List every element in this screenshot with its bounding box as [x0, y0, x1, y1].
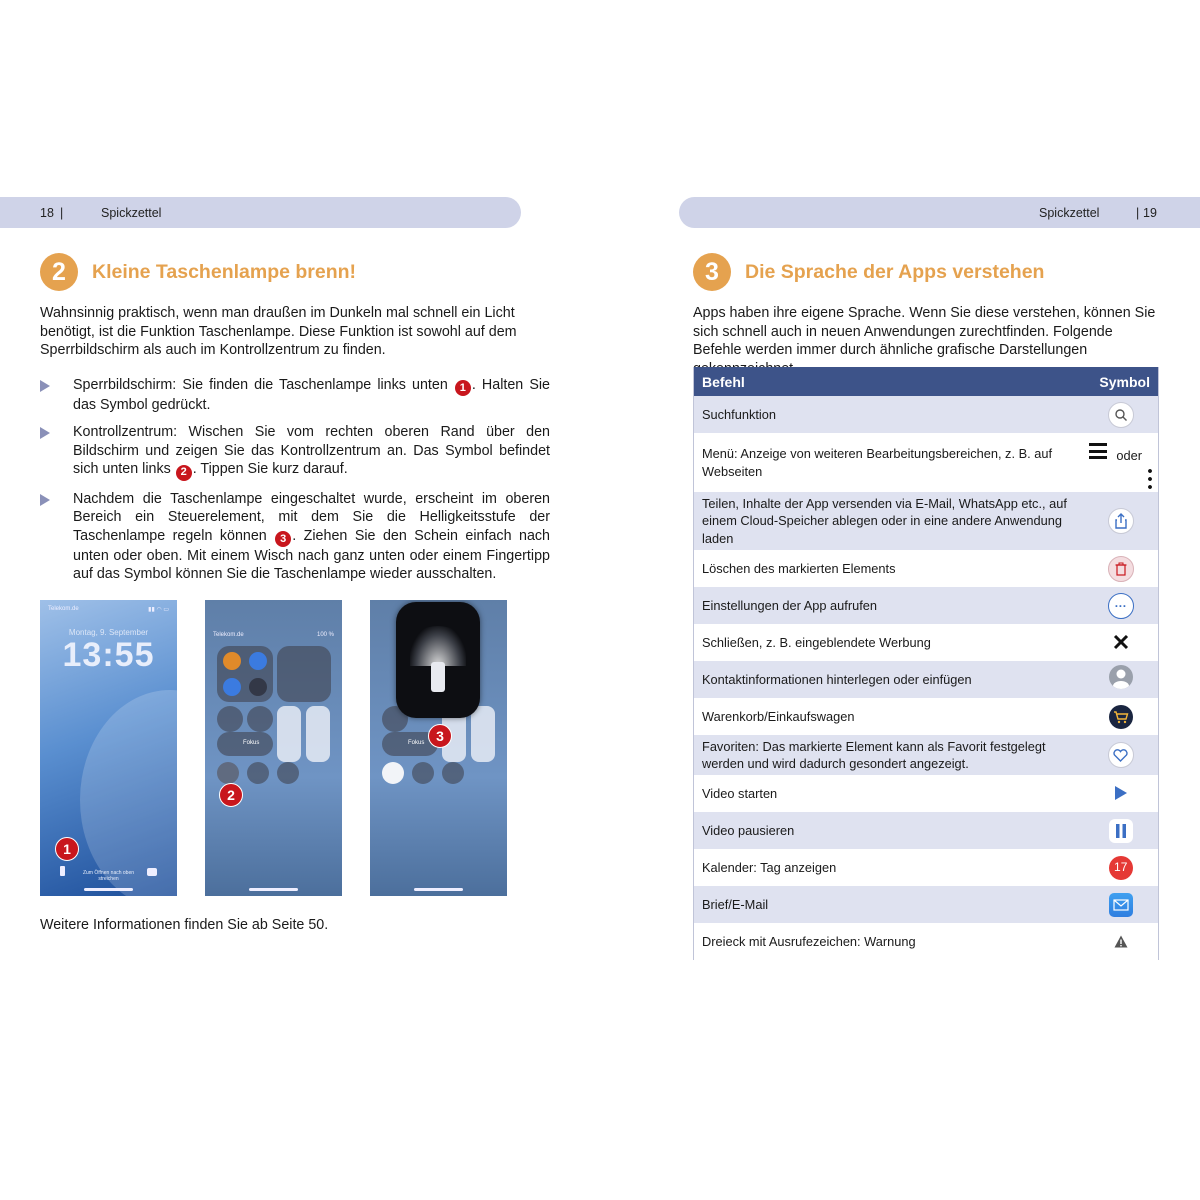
page-number-left: 18 — [40, 206, 54, 220]
contact-icon — [1109, 665, 1133, 689]
status-icons: ▮▮ ◠ ▭ — [148, 607, 169, 613]
intro-paragraph: Wahnsinnig praktisch, wenn man draußen im Dunkeln mal schnell ein Licht benötigt, ist die Funktion Taschenlampe. Diese Funktion ist sowohl auf dem Sperrbildschirm als auch im Kontrollzentrum zu finden. — [40, 305, 517, 358]
carrier-label: Telekom.de — [48, 606, 79, 612]
lock-time: 13:55 — [62, 636, 155, 674]
screenshot-strip — [40, 600, 507, 896]
focus-tile: Fokus — [217, 732, 273, 756]
bullet-triangle-icon — [40, 427, 50, 439]
lock-date: Montag, 9. September — [68, 628, 149, 637]
callout-badge: 3 — [275, 531, 291, 547]
hamburger-menu-icon — [1089, 443, 1107, 459]
table-row: Video pausieren — [694, 812, 1159, 849]
header-separator-right: | — [1136, 206, 1140, 220]
close-icon — [1109, 630, 1133, 654]
camera-tile — [247, 762, 269, 784]
callout-badge: 1 — [455, 380, 471, 396]
section-title: Kleine Taschenlampe brenn! — [92, 260, 357, 283]
share-icon — [1108, 508, 1134, 534]
scanner-tile — [277, 762, 299, 784]
calendar-icon: 17 — [1109, 856, 1133, 880]
torch-brightness-control — [396, 602, 480, 718]
flashlight-tile-active — [382, 762, 404, 784]
table-row: Warenkorb/Einkaufswagen — [694, 698, 1159, 735]
bullet-item: Nachdem die Taschenlampe eingeschaltet wurde, erscheint im oberen Bereich ein Steuerelement, mit dem Sie die Helligkeitsstufe der Taschenlampe regeln können 3 . Ziehen Sie den Schein einfach nach unten oder oben. Mit einem Wisch nach ganz unten oder einem Fingertipp auf das Symbol können Sie die Taschenlampe wieder ausschalten. — [40, 490, 550, 584]
intro-paragraph: Apps haben ihre eigene Sprache. Wenn Sie diese verstehen, können Sie sich schnell auch in neuen Anwendungen zurechtfinden. Folgende Befehle werden immer durch ähnliche grafische Darstellungen — [693, 305, 1156, 358]
bullet-list — [40, 376, 550, 584]
wallpaper-wave — [80, 690, 177, 896]
play-icon — [1109, 781, 1133, 805]
table-row: Einstellungen der App aufrufen ··· — [694, 587, 1159, 624]
bullet-triangle-icon — [40, 494, 50, 506]
section-heading-right — [693, 252, 1159, 292]
heart-icon — [1108, 742, 1134, 768]
section-heading-left — [40, 252, 550, 292]
control-center-screenshot — [205, 600, 342, 896]
left-page — [40, 252, 550, 593]
media-tile — [277, 646, 331, 702]
table-row: Kalender: Tag anzeigen 17 — [694, 849, 1159, 886]
menu-or-label: oder — [1116, 448, 1143, 463]
pause-icon — [1109, 819, 1133, 843]
table-row: Menü: Anzeige von weiteren Bearbeitungsbereichen, z. B. auf Webseiten oder — [694, 433, 1159, 492]
section-title: Die Sprache der Apps verstehen — [745, 260, 1045, 283]
table-row: Schließen, z. B. eingeblendete Werbung — [694, 624, 1159, 661]
table-row: Video starten — [694, 775, 1159, 812]
mail-icon — [1109, 893, 1133, 917]
camera-tile — [412, 762, 434, 784]
table-row: Dreieck mit Ausrufezeichen: Warnung — [694, 923, 1159, 960]
warning-icon — [1109, 930, 1133, 954]
running-header-left — [0, 197, 521, 228]
table-row: Kontaktinformationen hinterlegen oder einfügen — [694, 661, 1159, 698]
table-header-row — [694, 367, 1159, 396]
flashlight-tile — [217, 762, 239, 784]
carrier-label: Telekom.de — [213, 632, 244, 638]
header-separator-left: | — [60, 206, 64, 220]
callout-badge: 3 — [428, 724, 452, 748]
kebab-menu-icon — [1148, 467, 1152, 489]
running-title-right: Spickzettel — [1039, 206, 1100, 220]
table-row: Favoriten: Das markierte Element kann als Favorit festgelegt werden und wird dadurch gesondert angezeigt. — [694, 735, 1159, 775]
torch-beam — [410, 626, 466, 666]
screen-mirror-tile — [247, 706, 273, 732]
table-row: Suchfunktion — [694, 396, 1159, 433]
bullet-triangle-icon — [40, 380, 50, 392]
connectivity-tile — [217, 646, 273, 702]
table-row: Teilen, Inhalte der App versenden via E-Mail, WhatsApp etc., auf einem Cloud-Speicher ablegen oder in eine andere Anwendung laden — [694, 492, 1159, 550]
more-icon: ··· — [1108, 593, 1134, 619]
column-header-command: Befehl — [694, 367, 1092, 396]
trash-icon — [1108, 556, 1134, 582]
callout-badge: 1 — [55, 837, 79, 861]
scanner-tile — [442, 762, 464, 784]
rotation-lock-tile — [217, 706, 243, 732]
cart-icon — [1109, 705, 1133, 729]
column-header-symbol: Symbol — [1091, 367, 1158, 396]
right-page — [693, 252, 1159, 378]
lockscreen-screenshot — [40, 600, 177, 896]
callout-badge: 2 — [219, 783, 243, 807]
section-number-badge: 3 — [693, 253, 731, 291]
page-number-right: 19 — [1143, 206, 1157, 220]
home-indicator — [414, 888, 463, 891]
search-icon — [1108, 402, 1134, 428]
focus-tile: Fokus — [382, 732, 438, 756]
flashlight-icon — [431, 662, 445, 692]
home-indicator — [249, 888, 298, 891]
callout-badge: 2 — [176, 465, 192, 481]
torch-control-screenshot — [370, 600, 507, 896]
battery-label: 100 % — [316, 632, 334, 638]
brightness-slider — [277, 706, 301, 762]
bullet-item: Sperrbildschirm: Sie finden die Taschenlampe links unten 1 . Halten Sie das Symbol gedrückt. — [40, 376, 550, 415]
table-row: Löschen des markierten Elements — [694, 550, 1159, 587]
table-row: Brief/E-Mail — [694, 886, 1159, 923]
unlock-hint: Zum Öffnen nach oben streichen — [82, 870, 135, 882]
command-symbol-table — [693, 367, 1159, 960]
running-title-left: Spickzettel — [101, 206, 162, 220]
further-info-note: Weitere Informationen finden Sie ab Seite 50. — [40, 917, 329, 933]
home-indicator — [84, 888, 133, 891]
section-number-badge: 2 — [40, 253, 78, 291]
volume-slider — [306, 706, 330, 762]
running-header-right — [679, 197, 1200, 228]
bullet-item: Kontrollzentrum: Wischen Sie vom rechten oberen Rand über den Bildschirm und zeigen Sie das Kontrollzentrum an. Das Symbol befindet sich unten links 2 . Tippen Sie kurz darauf. — [40, 423, 550, 480]
volume-slider — [471, 706, 495, 762]
